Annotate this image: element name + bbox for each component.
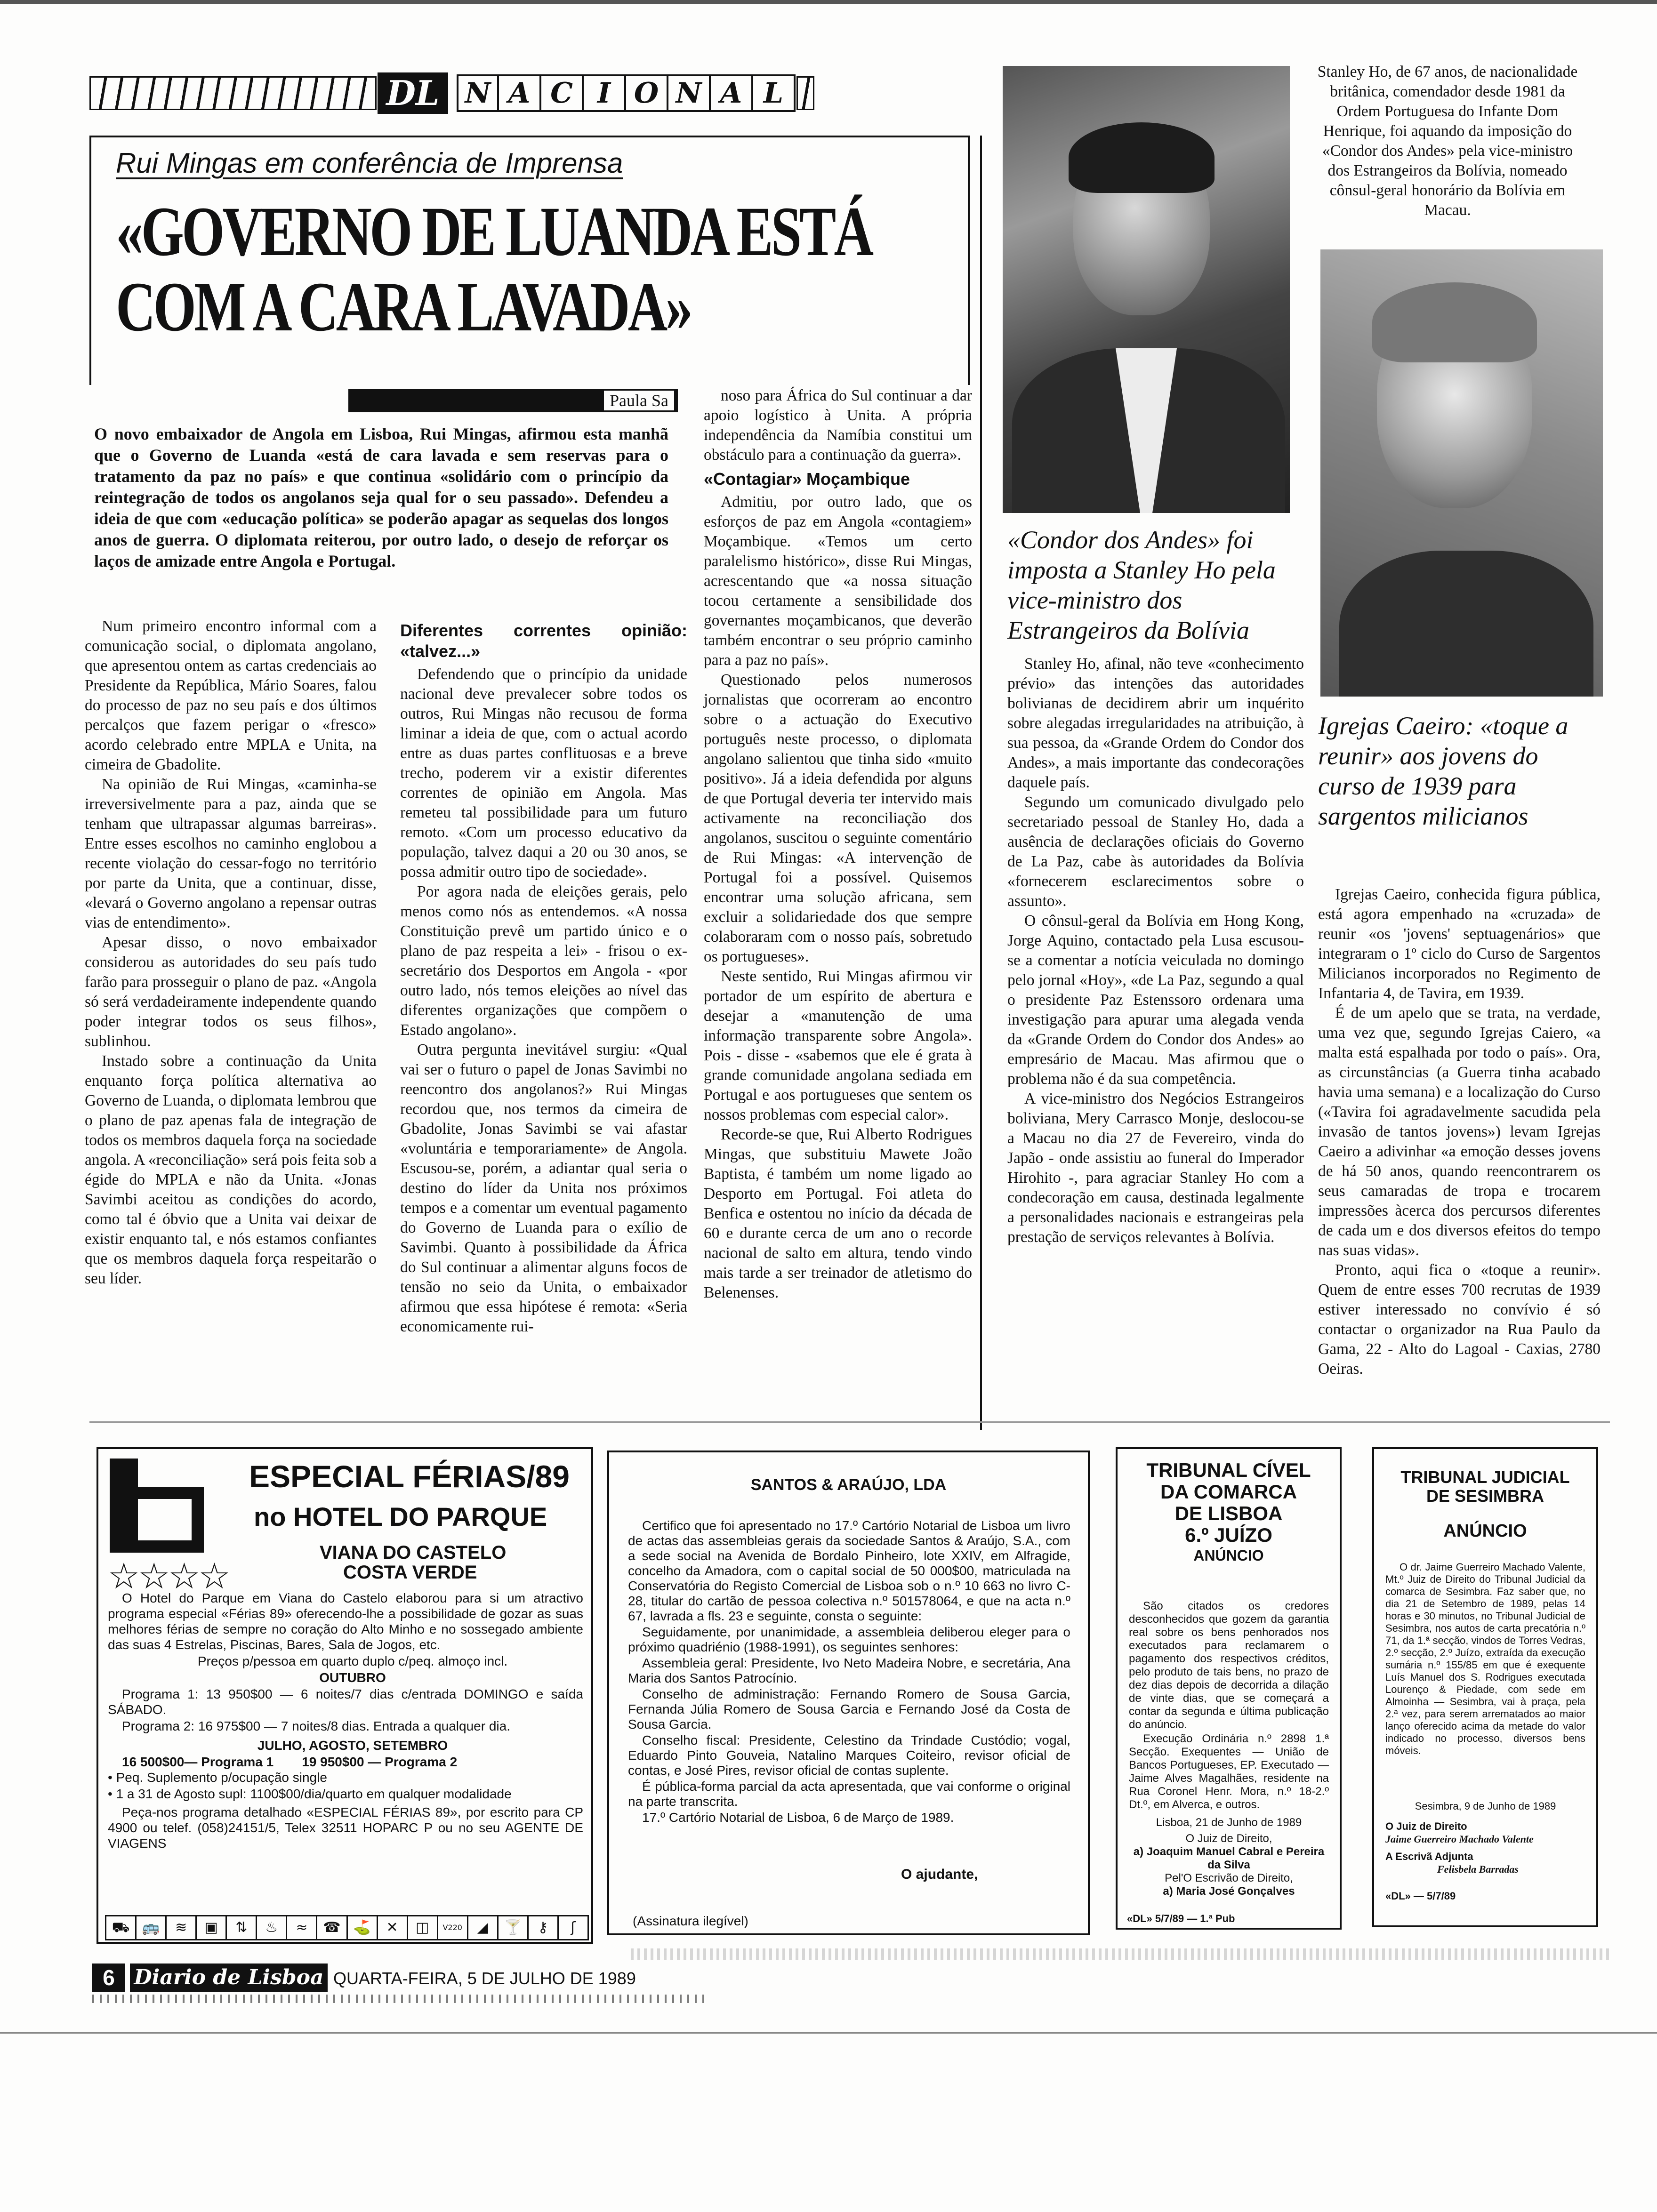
paragraph: Recorde-se que, Rui Alberto Rodrigues Mingas, que substituiu Mawete João Baptista, é também um nome ligado ao Desporto em Portugal. Foi atleta do Benfica e ostentou no início da década de 60 e durante cerca de um ano o recorde nacional de salto em altura, tendo vindo mais tarde a ser treinador de atletismo do Belenenses. — [704, 1126, 972, 1301]
section-letter: I — [584, 74, 626, 112]
sesimbra-sign-2: A Escrivã Adjunta — [1385, 1851, 1473, 1862]
hotel-summer-p1: 16 500$00— Programa 1 — [122, 1755, 274, 1769]
stanley-caption: «Condor dos Andes» foi imposta a Stanley Ho pela vice-ministro dos Estrangeiros da Bolívia — [1007, 526, 1276, 644]
lead-text: O novo embaixador de Angola em Lisboa, Rui Mingas, afirmou esta manhã que o Governo de Luanda «está de cara lavada e sem reservas para o tratamento da paz no país» e que continua «solidário com o princípio da reintegração de todos os angolanos seja qual for o seu passado». Defendeu a ideia de que com «educação política» se poderão apagar as sequelas dos longos anos de guerra. O diplomata reiterou, por outro lado, o desejo de reforçar os laços de amizade entre Angola e Portugal. — [94, 425, 668, 570]
hotel-intro: O Hotel do Parque em Viana do Castelo elaborou para si um atractivo programa especial «Férias 89» oferecendo-lhe a possibilidade de gozar as suas melhores férias de sempre no coração do Alto Minho e no sossegado ambiente das suas 4 Estrelas, Piscinas, Bares, Sala de Jogos, etc. — [108, 1591, 583, 1652]
paragraph: São citados os credores desconhecidos que gozem da garantia real sobre os bens penhorados nos executados para reclamarem o pagamento dos respectivos créditos, pelo produto de tais bens, no prazo de dez dias depois de decorrida a dilação de vinte dias, que se começará a contar da segunda e última publicação do anúncio. — [1129, 1600, 1329, 1731]
paragraph: Outra pergunta inevitável surgiu: «Qual vai ser o futuro o papel de Jonas Savimbi no reencontro dos angolanos?» Rui Mingas recordou que, nos termos da cimeira de Gbadolite, Jonas Savimbi se vai afastar «voluntária e temporariamente» de Angola. Escusou-se, porém, a adiantar qual seria o destino do líder da Unita nos próximos tempos e a comentar um eventual pagamento do Governo de Luanda para o exílio de Savimbi. Quanto à possibilidade da África do Sul continuar a alimentar alguns focos de tensão no seio da Unita, o embaixador afirmou que essa hipótese é remota: «Seria economicamente rui- — [400, 1041, 687, 1335]
section-letter: A — [499, 74, 541, 112]
sesimbra-body — [1385, 1561, 1585, 1758]
stanley-ho-photo — [1003, 66, 1290, 513]
paragraph: Seguidamente, por unanimidade, a assembleia deliberou eleger para o próximo quadriénio (1988-1991), os seguintes senhores: — [628, 1625, 1070, 1654]
phone-icon: ☎ — [316, 1915, 347, 1940]
paragraph: Apesar disso, o novo embaixador considerou as autoridades do seu país tudo farão para prosseguir o plano de paz. «Angola só será verdadeiramente independente quando poder integrar todos os seus filhos», sublinhou. — [85, 934, 377, 1050]
civel-anuncio: ANÚNCIO — [1193, 1547, 1264, 1564]
paragraph: Neste sentido, Rui Mingas afirmou vir portador de um espírito de abertura e desejar a «manutenção de uma informação transparente sobre Angola». Pois - disse - «sabemos que ele é grata à grande comunidade angolana sediada em Portugal e aos portugueses que sentem os nossos problemas com especial calor». — [704, 968, 972, 1123]
sesimbra-sign-1-name: Jaime Guerreiro Machado Valente — [1385, 1833, 1534, 1845]
section-letter: L — [753, 74, 796, 112]
hotel-summer-prices — [108, 1754, 583, 1770]
top-rule — [0, 0, 1657, 4]
article-column-2 — [400, 617, 687, 1337]
headline-line-2: COM A CARA LAVADA» — [116, 268, 691, 346]
civel-body — [1129, 1600, 1329, 1812]
civel-date: Lisboa, 21 de Junho de 1989 — [1156, 1816, 1302, 1829]
santos-araujo-ad — [607, 1451, 1090, 1935]
hotel-prog1: Programa 1: 13 950$00 — 6 noites/7 dias c/entrada DOMINGO e saída SÁBADO. — [108, 1687, 583, 1717]
headline-line-1: «GOVERNO DE LUANDA ESTÁ — [116, 192, 872, 271]
hair-shape — [1069, 122, 1215, 193]
hotel-prog2: Programa 2: 16 975$00 — 7 noites/8 dias. Entrada a qualquer dia. — [122, 1719, 510, 1733]
pool-icon: ≈ — [286, 1915, 317, 1940]
issue-date: QUARTA-FEIRA, 5 DE JULHO DE 1989 — [333, 1969, 636, 1988]
bottom-edge — [0, 2032, 1657, 2034]
page-number-box: 6 — [92, 1964, 125, 1992]
byline-bar — [348, 389, 678, 412]
stanley-intro — [1313, 62, 1582, 220]
paragraph: Certifico que foi apresentado no 17.º Cartório Notarial de Lisboa um livro de actas das assembleias gerais da sociedade Santos & Araújo, S.A., com a sede social na Avenida de Bordalo Pinheiro, lote XXIV, em Alfragide, concelho da Amadora, com o capital social de 50 000$00, matriculada na Conservatória do Registo Comercial de Lisboa sob o n.º 10 663 no livro C-28, titular do cartão de pessoa colectiva n.º 501578064, e que na acta n.º 67, lavrada a fls. 23 e seguinte, consta o seguinte: — [628, 1518, 1070, 1623]
tribunal-civel-ad — [1116, 1447, 1342, 1930]
tennis-icon: ✕ — [377, 1915, 408, 1940]
sesimbra-titles — [1374, 1468, 1596, 1540]
car-icon: ⛟ — [105, 1915, 137, 1940]
paragraph: Conselho de administração: Fernando Romero de Sousa Garcia, Fernanda Júlia Romero de Sousa Garcia e Fernando José da Costa de Sousa Garcia. — [628, 1687, 1070, 1731]
sesimbra-para: O dr. Jaime Guerreiro Machado Valente, Mt.º Juiz de Direito do Tribunal Judicial da comarca de Sesimbra. Faz saber que, no dia 21 de Setembro de 1989, pelas 14 horas e 30 minutos, no Tribunal Judicial de Sesimbra, nos autos de carta precatória n.º 71, da 1.ª secção, vindos de Torres Vedras, 2.º secção, 2.º Juízo, extraída da execução sumária n.º 155/85 em que é exequente Luís Manuel dos S. Rodrigues executada Lourenço & Piedade, com sede em Almoinha — Sesimbra, vai à praça, pela 2.ª vez, para serem arrematados ao maior lanço oferecido acima da metade do valor indicado no processo, diversos bens móveis. — [1385, 1561, 1585, 1756]
civel-sign-2-name: a) Maria José Gonçalves — [1163, 1885, 1295, 1898]
paragraph: É de um apelo que se trata, na verdade, uma vez que, segundo Igrejas Caiero, «a malta está espalhada por todo o país». Ora, as circunstâncias (a Guerra tinha acabado havia uma semana) e a localização do Curso («Tavira foi agradavelmente sacudida pela invasão de tantos jovens») levam Igrejas Caeiro a adivinhar «a emoção desses jovens de há 50 anos, quando reencontrarem os seus camaradas de tropa e trocarem impressões àcerca dos percursos diferentes de cada um e dos diversos efeitos do tempo nas suas vidas». — [1318, 1004, 1601, 1259]
header-hatch-left — [89, 76, 377, 110]
hotel-body — [108, 1590, 583, 1852]
paragraph: Stanley Ho, afinal, não teve «conhecimento prévio» das intenções das autoridades bolivianas de decidirem abrir um inquérito sobre alegadas irregularidades na atribuição, à sua pessoa, da «Grande Ordem do Condor dos Andes», a mais importante das condecorações daquele país. — [1007, 655, 1304, 791]
hotel-title-2: no HOTEL DO PARQUE — [254, 1502, 547, 1531]
hair-shape-2 — [1372, 282, 1537, 362]
shirt-shape-2 — [1339, 551, 1593, 697]
page-footer — [92, 1964, 751, 1992]
food-icon: ♨ — [256, 1915, 287, 1940]
paragraph: Questionado pelos numerosos jornalistas que ocorreram ao encontro sobre o a actuação do Executivo português neste processo, o diplomata angolano salientou que tinha sido «muito positivo». Já a ideia defendida por alguns de que Portugal deveria ter intervido mais activamente na reconciliação dos angolanos, suscitou o seguinte comentário de Rui Mingas: «A intervenção de Portugal foi a possível. Quisemos encontrar uma solução africana, sem excluir a solidariedade dos que sempre colaboraram com o nosso país, sobretudo os portugueses». — [704, 671, 972, 965]
paragraph: 17.º Cartório Notarial de Lisboa, 6 de Março de 1989. — [642, 1810, 954, 1825]
paragraph: noso para África do Sul continuar a dar apoio logístico à Unita. A própria independência da Namíbia constitui um obstáculo para a continuação da guerra». — [704, 387, 972, 464]
tribunal-sesimbra-ad — [1372, 1447, 1598, 1927]
sesimbra-date: Sesimbra, 9 de Junho de 1989 — [1415, 1800, 1556, 1812]
hotel-bullet-1: • Peq. Suplemento p/ocupação single — [108, 1770, 327, 1785]
bar-icon: ≋ — [165, 1915, 197, 1940]
hotel-summer: JULHO, AGOSTO, SETEMBRO — [257, 1738, 448, 1753]
paragraph: Por agora nada de eleições gerais, pelo menos como nós as entendemos. «A nossa Constituição prevê um partido único e o plano de paz respeita a lei» - frisou o ex-secretário dos Desportos em Angola - «por outro lado, nós temos eleições ao nível das diferentes organizações que compõem o Estado angolano». — [400, 883, 687, 1039]
hotel-prices: Preços p/pessoa em quarto duplo c/peq. almoço incl. — [197, 1654, 508, 1668]
santos-body — [628, 1518, 1070, 1826]
sesimbra-anuncio: ANÚNCIO — [1443, 1521, 1527, 1541]
newspaper-name: Diario de Lisboa — [130, 1964, 328, 1992]
ads-separator — [89, 1421, 1610, 1423]
shower-icon: ◢ — [467, 1915, 499, 1940]
paragraph: Conselho fiscal: Presidente, Celestino da Trindade Custódio; vogal, Eduardo Pinto Gouveia, Natalino Marques Coiteiro, revisor oficial de contas, e José Pires, revisor oficial de contas suplente. — [628, 1733, 1070, 1778]
paragraph: Num primeiro encontro informal com a comunicação social, o diplomata angolano, que apresentou ontem as cartas credenciais ao Presidente da República, Mário Soares, falou do processo de paz no seu país e dos últimos percalços que fazem perigar o «fresco» acordo celebrado entre MPLA e Unita, na cimeira de Gbadolite. — [85, 617, 377, 773]
header-logo: DL — [378, 72, 448, 114]
civel-sign-2: Pel'O Escrivão de Direito, — [1165, 1872, 1293, 1884]
paragraph: Pronto, aqui fica o «toque a reunir». Quem de entre esses 700 recrutas de 1939 estiver interessado no convívio é só contactar o organizador na Rua Paulo da Gama, 22 - Alto do Lagoal - Caxias, 2780 Oeiras. — [1318, 1261, 1601, 1378]
byline: Paula Sa — [604, 391, 674, 410]
paragraph: Instado sobre a continuação da Unita enquanto força política alternativa ao Governo de Luanda, o diplomata lembrou que o plano de paz apenas fala de integração de todos os membros daquela força na sociedade angola. A «reconciliação» será pois feita sob a égide do MPLA e não da Unita. «Jonas Savimbi aceitou as condições do acordo, como tal é óbvio que a Unita vai deixar de existir enquanto tal, e nós estamos confiantes que os membros daquela força respeitarão o seu líder. — [85, 1052, 377, 1287]
section-name-nacional — [457, 74, 796, 112]
section-header — [89, 72, 814, 115]
lead-paragraph — [94, 424, 668, 572]
civel-title-2: DA COMARCA — [1160, 1481, 1297, 1503]
golf-icon: ⛳ — [346, 1915, 378, 1940]
article-column-1 — [85, 617, 377, 1289]
hotel-contact: Peça-nos programa detalhado «ESPECIAL FÉRIAS 89», por escrito para CP 4900 ou telef. (058)24151/5, Telex 32511 HOPARC P ou no seu AGENTE DE VIAGENS — [108, 1805, 583, 1851]
paragraph: A vice-ministro dos Negócios Estrangeiros boliviana, Mery Carrasco Monje, deslocou-se a Macau no dia 27 de Fevereiro, vinda do Japão - onde assistiu ao funeral do Imperador Hirohito -, para agraciar Stanley Ho com a condecoração em causa, destinada legalmente a personalidades nacionais e estrangeiras pela prestação de serviços relevantes à Bolívia. — [1007, 1090, 1304, 1246]
stanley-body — [1007, 654, 1304, 1247]
hotel-logo — [110, 1459, 209, 1557]
civel-title-1: TRIBUNAL CÍVEL — [1146, 1459, 1311, 1481]
caeiro-body — [1318, 885, 1601, 1379]
section-letter: A — [711, 74, 753, 112]
bus-icon: 🚌 — [135, 1915, 167, 1940]
hotel-title-1: ESPECIAL FÉRIAS/89 — [249, 1459, 570, 1494]
stanley-intro-text: Stanley Ho, de 67 anos, de nacionalidade britânica, comendador desde 1981 da Ordem Portuguesa do Infante Dom Henrique, foi aquando da imposição do «Condor dos Andes» pela vice-ministro dos Estrangeiros da Bolívia, nomeado cônsul-geral honorário da Bolívia em Macau. — [1317, 63, 1578, 219]
col2-heading: Diferentes correntes opinião: «talvez...» — [400, 621, 687, 661]
santos-sign: O ajudante, — [901, 1867, 978, 1882]
sesimbra-sign-2-name: Felisbela Barradas — [1437, 1863, 1519, 1875]
bleed-strip — [631, 1948, 1610, 1960]
lift-icon: ⇅ — [225, 1915, 257, 1940]
v220-icon: V220 — [437, 1915, 468, 1940]
section-letter: O — [626, 74, 668, 112]
hotel-place-1: VIANA DO CASTELO — [320, 1542, 507, 1563]
headline-box — [89, 136, 970, 385]
hotel-bullet-2: • 1 a 31 de Agosto supl: 1100$00/dia/quarto em qualquer modalidade — [108, 1787, 512, 1801]
hotel-stars: ☆☆☆☆ — [108, 1555, 229, 1597]
section-letter: C — [541, 74, 584, 112]
paragraph: Igrejas Caeiro, conhecida figura pública, está agora empenhado na «cruzada» de reunir «os 'jovens' septuagenários» que integraram o 1º ciclo do Curso de Sargentos Milicianos incorporados no Regimento de Infantaria 4, de Tavira, em 1939. — [1318, 886, 1601, 1002]
paragraph: Na opinião de Rui Mingas, «caminha-se irreversivelmente para a paz, ainda que se tenham que ultrapassar algumas barreiras». Entre esses escolhos no caminho englobou a recente violação do cessar-fogo no território por parte da Unita, que a continuar, disse, «levará o Governo angolano a repensar outras vias de entendimento». — [85, 776, 377, 931]
cocktail-icon: 🍸 — [497, 1915, 529, 1940]
hotel-outubro: OUTUBRO — [319, 1670, 386, 1685]
hotel-logo-box — [133, 1487, 204, 1553]
sesimbra-signatures — [1385, 1800, 1585, 1902]
paragraph: Execução Ordinária n.º 2898 1.ª Secção. Exequentes — União de Bancos Portugueses, EP. Executado — Jaime Alves Magalhães, residente na Rua Coronel Henr. Mora, n.º 18-2.º Dt.º, em Alverca, e outros. — [1129, 1732, 1329, 1811]
section-letter: N — [668, 74, 711, 112]
paragraph: Admitiu, por outro lado, que os esforços de paz em Angola «contagiem» Moçambique. «Temos um certo paralelismo histórico», disse Rui Mingas, acrescentando que «a nossa situação tocou certamente a sensibilidade dos governantes moçambicanos, que deverão também encontrar o seu próprio caminho para a paz no país». — [704, 493, 972, 669]
santos-sig-note: (Assinatura ilegível) — [633, 1914, 748, 1928]
paragraph: Assembleia geral: Presidente, Ivo Neto Madeira Nobre, e secretária, Ana Maria dos Santos Patrocínio. — [628, 1656, 1070, 1685]
col3-heading: «Contagiar» Moçambique — [704, 469, 910, 489]
civel-sign-1-name: a) Joaquim Manuel Cabral e Pereira da Silva — [1133, 1845, 1325, 1871]
sesimbra-sign-1: O Juiz de Direito — [1385, 1820, 1467, 1832]
col3-body — [704, 492, 972, 1303]
footer-dotted-strip — [92, 1995, 704, 2003]
hotel-amenity-icons — [105, 1915, 587, 1940]
article-column-3 — [704, 386, 972, 1303]
igrejas-caeiro-photo — [1320, 249, 1603, 697]
civel-footer: «DL» 5/7/89 — 1.ª Pub — [1127, 1913, 1235, 1924]
hotel-summer-p2: 19 950$00 — Programa 2 — [302, 1755, 458, 1769]
headline — [116, 194, 871, 345]
civel-title-4: 6.º JUÍZO — [1185, 1524, 1272, 1546]
santos-title: SANTOS & ARAÚJO, LDA — [750, 1476, 947, 1494]
bath-icon: ◫ — [407, 1915, 438, 1940]
hotel-place-2: COSTA VERDE — [343, 1562, 477, 1583]
civel-sign-1: O Juiz de Direito, — [1185, 1832, 1272, 1845]
civel-signatures — [1129, 1816, 1329, 1898]
sesimbra-title-2: DE SESIMBRA — [1426, 1486, 1544, 1506]
paragraph: É pública-forma parcial da acta apresentada, que vai conforme o original na parte transcrita. — [628, 1779, 1070, 1809]
section-letter: N — [457, 74, 499, 112]
sesimbra-footer: «DL» — 5/7/89 — [1385, 1890, 1456, 1902]
paragraph: Defendendo que o princípio da unidade nacional deve prevalecer sobre todos os outros, Rui Mingas não recusou de forma liminar a ideia de que, com o actual acordo entre as duas partes conflituosas e a breve trecho, poderem vir a existir diferentes correntes de opinião em Angola. Mas remeteu tal possibilidade para um futuro remoto. «Com um processo educativo da população, talvez daqui a 20 ou 30 anos, se possa admitir outro tipo de sociedade». — [400, 665, 687, 881]
col3-top — [704, 386, 972, 465]
paragraph: O cônsul-geral da Bolívia em Hong Kong, Jorge Aquino, contactado pela Lusa escusou-se a comentar a notícia veiculada no domingo pelo jornal «Hoy», «de La Paz, segundo a qual o presidente Paz Estenssoro ordenara uma investigação para apurar uma alegada venda da «Grande Ordem do Condor dos Andes» ao empresário de Macau. Mas afirmou que o problema não é da sua competência. — [1007, 912, 1304, 1088]
civel-titles — [1118, 1459, 1340, 1565]
tv-icon: ▣ — [195, 1915, 227, 1940]
hotel-do-parque-ad — [97, 1447, 593, 1944]
kicker: Rui Mingas em conferência de Imprensa — [116, 147, 623, 179]
paragraph: Segundo um comunicado divulgado pelo secretariado pessoal de Stanley Ho, dada a ausência de declarações oficiais do Governo de La Paz, cabe às autoridades da Bolívia «fornecerem esclarecimentos sobre o assunto». — [1007, 793, 1304, 910]
key-icon: ⚷ — [527, 1915, 559, 1940]
caeiro-caption: Igrejas Caeiro: «toque a reunir» aos jovens do curso de 1939 para sargentos milicianos — [1318, 712, 1569, 830]
civel-title-3: DE LISBOA — [1174, 1502, 1283, 1524]
header-hatch-right — [796, 76, 814, 110]
article-rule-right — [980, 136, 982, 1430]
col2-body — [400, 665, 687, 1337]
sesimbra-title-1: TRIBUNAL JUDICIAL — [1400, 1467, 1570, 1487]
clean-icon: ʃ — [557, 1915, 589, 1940]
